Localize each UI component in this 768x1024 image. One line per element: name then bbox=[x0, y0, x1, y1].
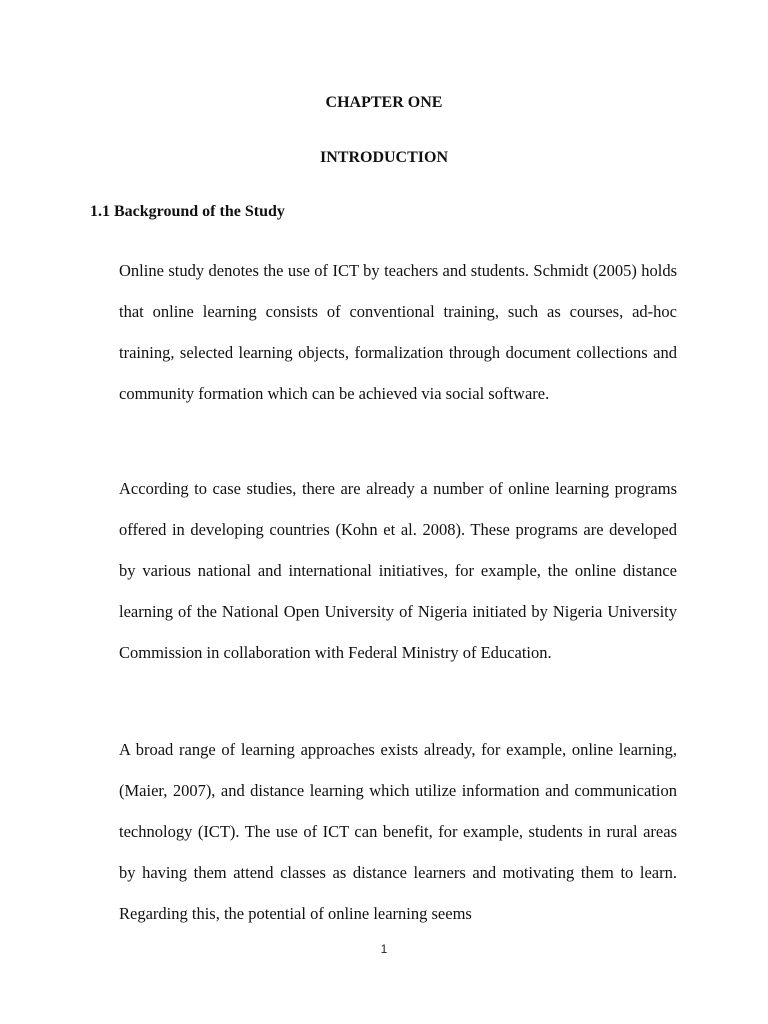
paragraph-1: Online study denotes the use of ICT by teachers and students. Schmidt (2005) holds that online learning consists of conventional training, such as courses, ad-hoc training, selected learning objects, formalization through document collections and community formation which can be achieved via social software. bbox=[119, 261, 677, 403]
page-number: 1 bbox=[380, 942, 388, 956]
section-title: INTRODUCTION bbox=[319, 149, 448, 166]
paragraph-2: According to case studies, there are already a number of online learning programs offered in developing countries (Kohn et al. 2008). These programs are developed by various national and international initiatives, for example, the online distance learning of the National Open University of Nigeria initiated by Nigeria University Commission in collaboration with Federal Ministry of Education. bbox=[119, 479, 677, 662]
paragraph-3: A broad range of learning approaches exists already, for example, online learning, (Maier, 2007), and distance learning which utilize information and communication technology (ICT). The use of ICT can benefit, for example, students in rural areas by having them attend classes as distance learners and motivating them to learn. Regarding this, the potential of online learning seems bbox=[119, 740, 677, 923]
chapter-title: CHAPTER ONE bbox=[325, 94, 443, 111]
subsection-heading: 1.1 Background of the Study bbox=[90, 203, 285, 220]
